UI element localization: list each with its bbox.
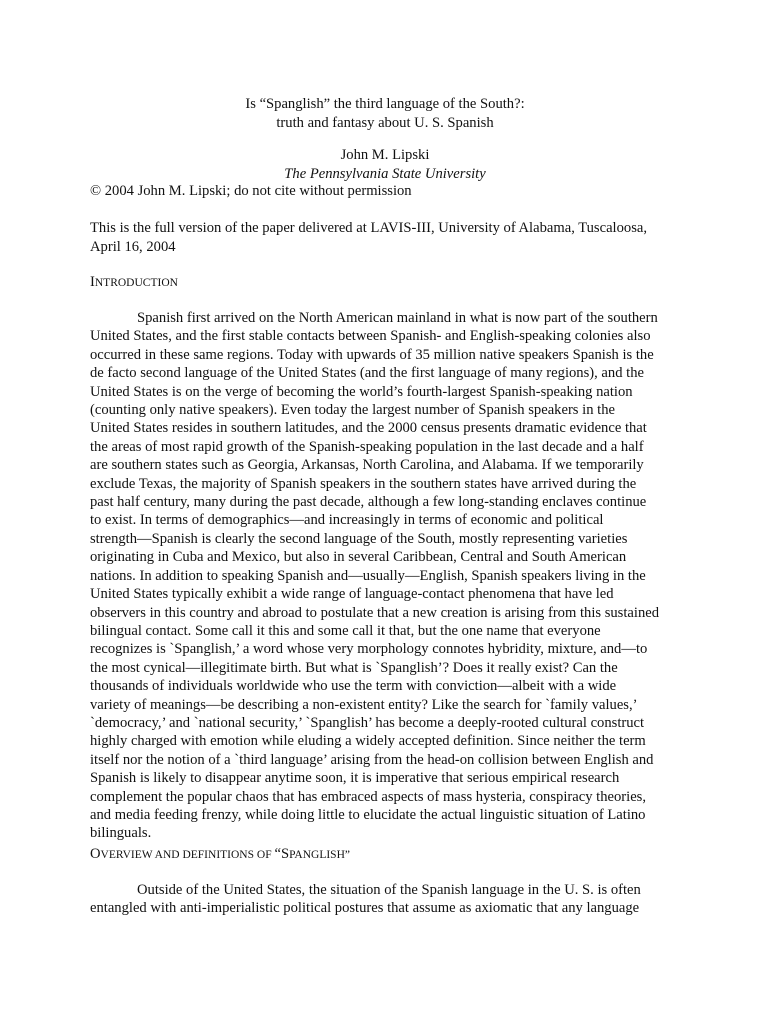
heading-smallcaps: PANGLISH” [289,849,350,861]
text-line: observers in this country and abroad to postulate that a new creation is arising from this sustained [90,604,660,621]
text-line: itself nor the notion of a `third language’ arising from the head-on collision between English and [90,751,654,768]
text-line: Outside of the United States, the situation of the Spanish language in the U. S. is often [137,882,641,898]
paper-title [0,95,770,133]
presentation-note [90,219,675,256]
heading-smallcaps: NTRODUCTION [94,277,178,289]
text-line: thousands of individuals worldwide who use the term with conviction—albeit with a wide [90,678,617,695]
heading-initial: O [90,846,101,862]
introduction-paragraph [90,309,685,843]
text-line: Spanish first arrived on the North American mainland in what is now part of the southern [137,310,658,326]
author-affiliation: The Pennsylvania State University [284,165,486,182]
heading-initial: I [90,274,95,290]
title-line-1: Is “Spanglish” the third language of the South?: [245,96,525,112]
section-heading-overview [90,845,350,864]
text-line: (counting only native speakers). Even today the largest number of Spanish speakers in the [90,402,615,419]
text-line: exclude Texas, the majority of Spanish speakers in the southern states have arrived during the [90,475,637,492]
text-line: to exist. In terms of demographics—and increasingly in terms of economic and political [90,512,604,529]
text-line: de facto second language of the United States (and the first language of many regions), and the [90,365,644,382]
text-line: United States resides in southern latitudes, and the 2000 census presents dramatic evidence that [90,420,647,437]
text-line: United States typically exhibit a wide range of language-contact phenomena that have led [90,586,614,603]
overview-paragraph [90,881,685,918]
heading-quote-initial: “S [274,846,290,862]
note-line: This is the full version of the paper delivered at LAVIS-III, University of Alabama, Tuscaloosa, [90,220,648,236]
text-line: occurred in these same regions. Today with upwards of 35 million native speakers Spanish is the [90,346,654,363]
note-line: April 16, 2004 [90,238,176,255]
author-name: John M. Lipski [340,147,430,163]
text-line: recognizes is `Spanglish,’ a word whose very morphology connotes hybridity, mixture, and—to [90,641,648,658]
text-line: are southern states such as Georgia, Arkansas, North Carolina, and Alabama. If we temporarily [90,457,644,474]
text-line: and media feeding frenzy, while doing little to elucidate the actual linguistic situation of Latino [90,806,646,823]
text-line: nations. In addition to speaking Spanish and—usually—English, Spanish speakers living in the [90,567,646,584]
text-line: United States is on the verge of becoming the world’s fourth-largest Spanish-speaking nation [90,383,633,400]
text-line: entangled with anti-imperialistic political postures that assume as axiomatic that any language [90,900,640,917]
text-line: variety of meanings—be describing a non-existent entity? Like the search for `family values,’ [90,696,638,713]
text-line: Spanish is likely to disappear anytime soon, it is imperative that serious empirical research [90,770,620,787]
text-line: highly charged with emotion while eluding a widely accepted definition. Since neither the term [90,733,646,750]
text-line: United States, and the first stable contacts between Spanish- and English-speaking colonies also [90,328,651,345]
text-line: past half century, many during the past decade, although a few long-standing enclaves continue [90,494,647,511]
text-line: strength—Spanish is clearly the second language of the South, mostly representing varieties [90,530,628,547]
copyright-notice: © 2004 John M. Lipski; do not cite without permission [90,183,412,199]
heading-smallcaps: VERVIEW AND DEFINITIONS OF [100,849,275,861]
section-heading-introduction [90,273,178,292]
text-line: bilinguals. [90,825,152,842]
author-block [0,146,770,183]
text-line: originating in Cuba and Mexico, but also in several Caribbean, Central and South American [90,549,627,566]
text-line: the most cynical—illegitimate birth. But what is `Spanglish’? Does it really exist? Can the [90,659,618,676]
text-line: complement the popular chaos that has embraced aspects of mass hysteria, conspiracy theories, [90,788,646,805]
text-line: the areas of most rapid growth of the Spanish-speaking population in the last decade and a half [90,438,644,455]
text-line: bilingual contact. Some call it this and some call it that, but the one name that everyone [90,622,601,639]
text-line: `democracy,’ and `national security,’ `Spanglish’ has become a deeply-rooted cultural construct [90,714,645,731]
title-line-2: truth and fantasy about U. S. Spanish [276,115,494,131]
